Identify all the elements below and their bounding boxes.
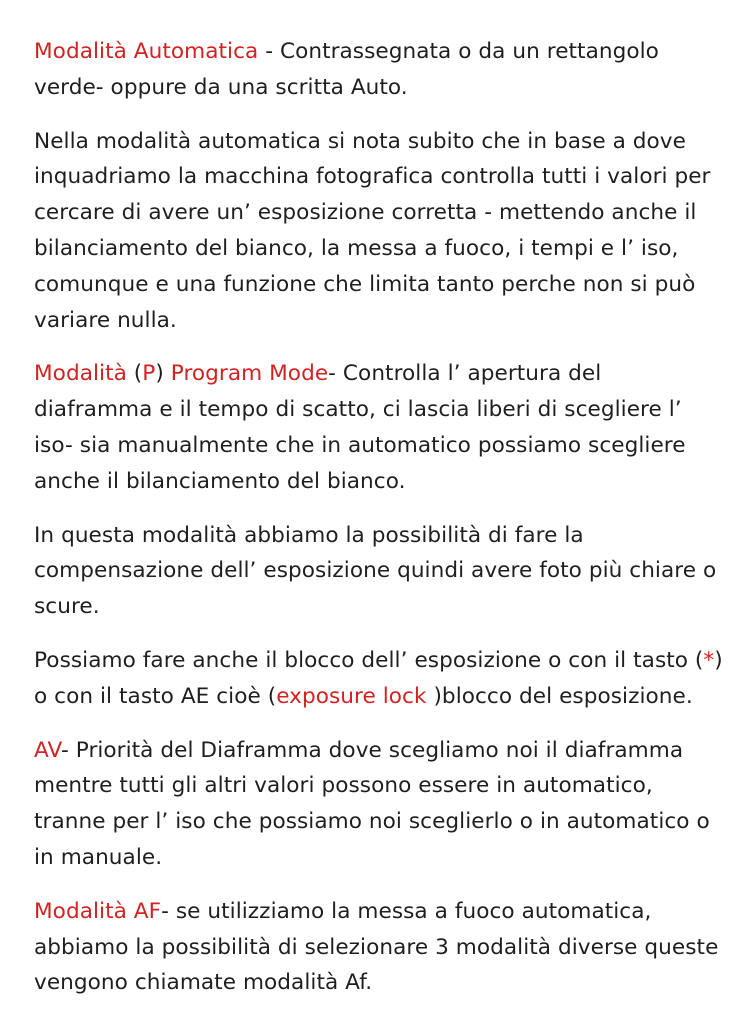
heading-program-p: P [142,361,156,387]
text-segment: Possiamo fare anche il blocco dell’ esposizione o con il tasto ( [34,647,704,673]
highlight-exposure-lock: exposure lock [276,683,427,709]
heading-program-modalita: Modalità [34,361,127,387]
highlight-asterisk: * [703,647,715,673]
paragraph-av-mode [34,733,724,876]
heading-af-mode: Modalità AF [34,898,162,924]
text-segment: ) o con il tasto AE cioè ( [34,647,723,709]
text-segment: In questa modalità abbiamo la possibilità di fare la compensazione dell’ esposizione quindi avere foto più chiare o scure. [34,522,717,620]
heading-program-mode: Program Mode [170,361,329,387]
text-segment: ) [155,361,171,387]
paragraph-compensation [34,518,724,625]
text-segment: )blocco del esposizione. [426,683,693,709]
heading-auto-mode: Modalità Automatica [34,39,259,64]
text-segment: - se utilizziamo la messa a fuoco automatica, abbiamo la possibilità di selezionare 3 modalità diverse queste vengono chiamate modalità Af. [34,898,719,996]
text-segment: - Priorità del Diaframma dove scegliamo noi il diaframma mentre tutti gli altri valori possono essere in automatico, tranne per l’ iso che possiamo noi sceglierlo o in automatico o in manuale. [34,737,710,870]
heading-av: AV [34,737,61,763]
paragraph-auto-description [34,124,724,339]
text-segment: - Contrassegnata o da un rettangolo verde- oppure da una scritta Auto. [34,39,659,100]
paragraph-auto-mode [34,34,724,106]
paragraph-af-mode [34,894,724,1001]
text-segment: Nella modalità automatica si nota subito che in base a dove inquadriamo la macchina fotografica controlla tutti i valori per cercare di avere un’ esposizione corretta - mettendo anche il bilanciamento del bianco, la messa a fuoco, i tempi e l’ iso, comunque e una funzione che limita tanto perche non si può variare nulla. [34,128,711,333]
text-segment: ( [126,361,143,387]
text-segment: - Controlla l’ apertura del diaframma e il tempo di scatto, ci lascia liberi di scegliere l’ iso- sia manualmente che in automatico possiamo scegliere anche il bilanciamento del bianco. [34,361,686,494]
paragraph-program-mode [34,356,724,499]
document-body [34,34,724,1019]
paragraph-exposure-lock [34,643,724,715]
